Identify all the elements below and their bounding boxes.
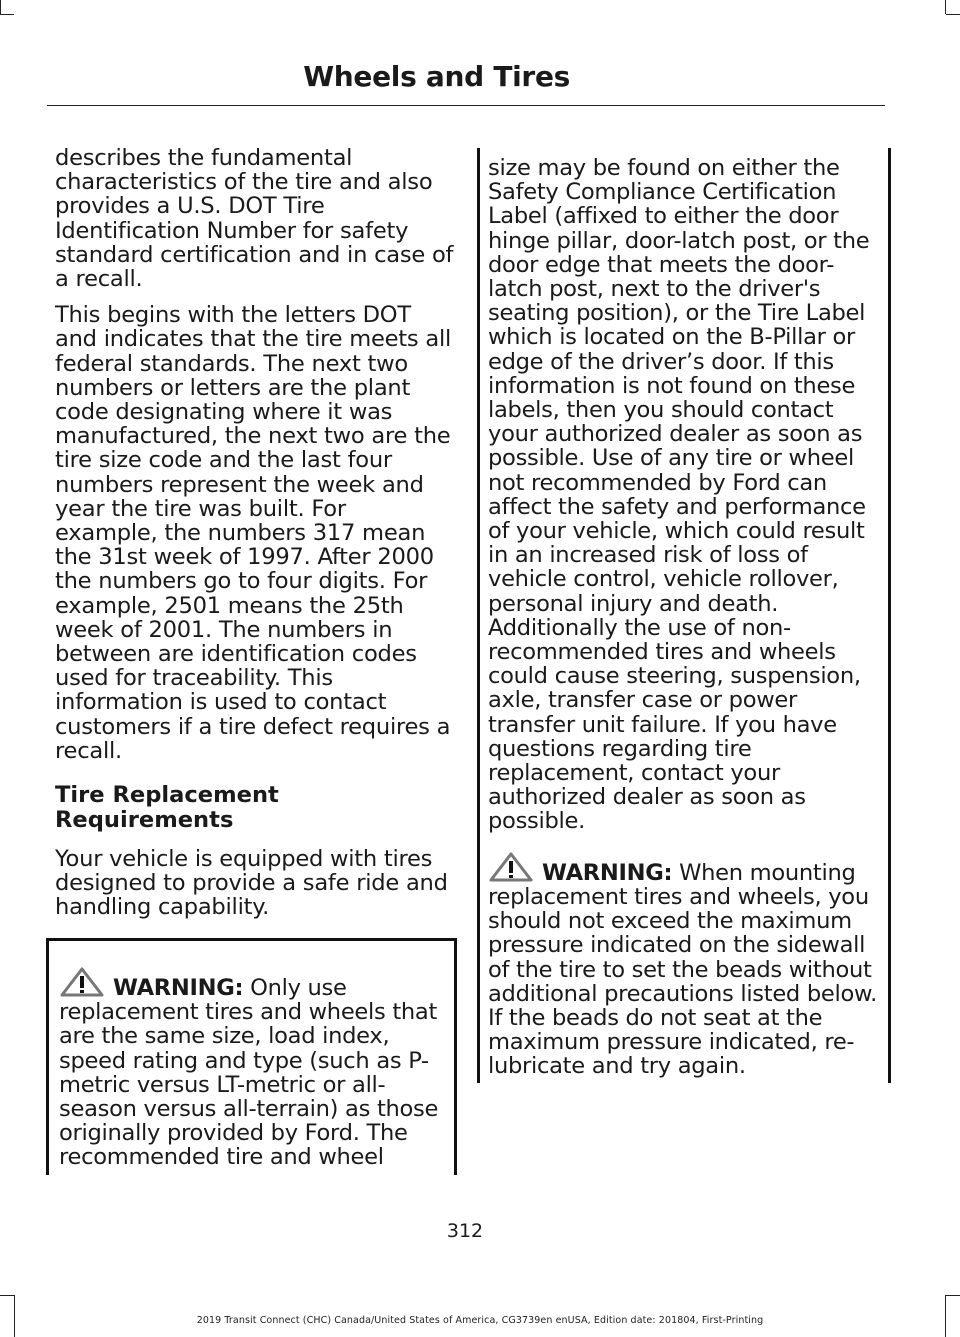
crop-mark xyxy=(946,1295,960,1296)
warning-text xyxy=(59,967,450,1170)
warning-body: Only use replacement tires and wheels that are the same size, load index, speed rating and type (such as P-metric versus LT-metric or all-season versus all-terrain) as those originally provided by Ford. The recommended tire and wheel xyxy=(59,975,439,1171)
warning-triangle-icon xyxy=(488,852,534,882)
crop-mark xyxy=(0,14,14,15)
page-title: Wheels and Tires xyxy=(303,60,570,93)
left-column xyxy=(55,140,455,932)
warning-continuation-box xyxy=(477,148,891,1083)
header-divider xyxy=(47,105,885,106)
body-paragraph: describes the fundamental characteristics of the tire and also provides a U.S. DOT Tire Identification Number for safety standard certification and in case of a recall. xyxy=(55,145,454,293)
warning-label: WARNING: xyxy=(113,975,244,1001)
body-paragraph: This begins with the letters DOT and indicates that the tire meets all federal standards. The next two numbers or letters are the plant code designating where it was manufactured, the next two are the tire size code and the last four numbers represent the week and year the tire was built. For example, the numbers 317 mean the 31st week of 1997. After 2000 the numbers go to four digits. For example, 2501 means the 25th week of 2001. The numbers in between are identification codes used for traceability. This information is used to contact customers if a tire defect requires a recall. xyxy=(55,302,451,764)
crop-mark xyxy=(0,0,1,14)
crop-mark xyxy=(945,0,946,14)
warning-label: WARNING: xyxy=(542,859,673,886)
warning-continuation-text: size may be found on either the Safety Compliance Certification Label (affixed to either the door hinge pillar, door-latch post, or the door edge that meets the door-latch post, next to the driver's seating position), or the Tire Label which is located on the B-Pillar or edge of the driver’s door. If this information is not found on these labels, then you should contact your authorized dealer as soon as possible. Use of any tire or wheel not recommended by Ford can affect the safety and performance of your vehicle, which could result in an increased risk of loss of vehicle control, vehicle rollover, personal injury and death. Additionally the use of non-recommended tires and wheels could cause steering, suspension, axle, transfer case or power transfer unit failure. If you have questions regarding tire replacement, contact your authorized dealer as soon as possible. xyxy=(488,155,870,835)
warning-text xyxy=(488,852,884,1079)
page-number: 312 xyxy=(446,1220,484,1242)
crop-mark xyxy=(946,14,960,15)
crop-mark xyxy=(0,1295,14,1296)
body-paragraph: Your vehicle is equipped with tires designed to provide a safe ride and handling capability. xyxy=(55,846,448,921)
warning-box xyxy=(46,938,457,1175)
warning-body: When mounting replacement tires and wheels, you should not exceed the maximum pressure indicated on the sidewall of the tire to set the beads without additional precautions listed below. If the beads do not seat at the maximum pressure indicated, re-lubricate and try again. xyxy=(488,859,877,1080)
section-heading: Tire Replacement Requirements xyxy=(55,782,279,834)
footer-edition-info: 2019 Transit Connect (CHC) Canada/United States of America, CG3739en enUSA, Edition date: 201804, First-Printing xyxy=(196,1315,764,1326)
warning-triangle-icon xyxy=(59,967,105,997)
